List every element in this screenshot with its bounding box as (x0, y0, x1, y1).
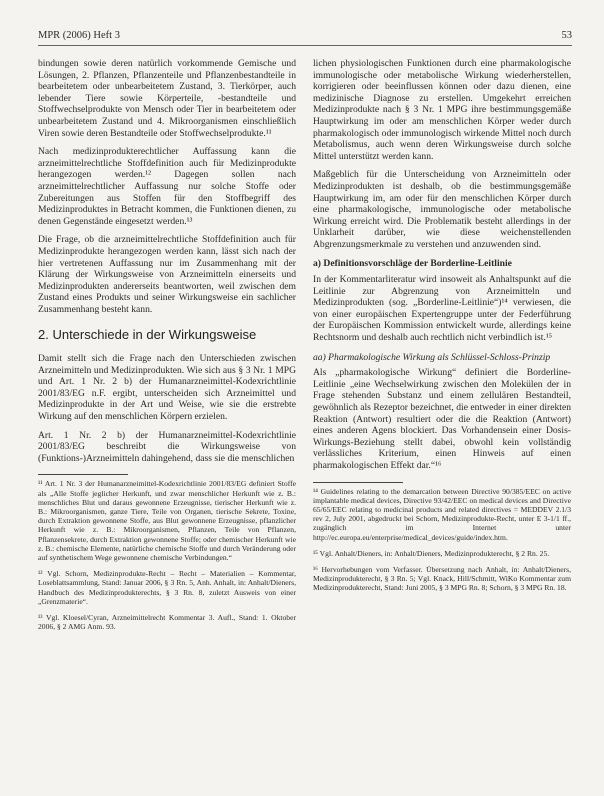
footnote: ¹⁴ Guidelines relating to the demarcation between Directive 90/385/EEC on active implantable medical devices, Directive 93/42/EEC on medical devices and Directive 65/65/EEC relating to medicinal products and related directives = MEDDEV 2.1/3 rev 2, July 2001, abgedruckt bei Schorn, Medizinprodukte-Recht, unter E 3-1/1 ff., zugänglich im Internet unter http://ec.europa.eu/enterprise/medical_devices/guide/index.htm. (313, 486, 571, 542)
footnote: ¹⁶ Hervorhebungen vom Verfasser. Übersetzung nach Anhalt, in: Anhalt/Dieners, Medizinprodukterecht, § 3 Rn. 5; Vgl. Knack, Hill/Schmitt, WiKo Kommentar zum Medizinprodukterecht, Stand: Juni 2005, § 3 MPG Rn. 8; Schorn, § 3 MPG Rn. 18. (313, 565, 571, 593)
paragraph: Maßgeblich für die Unterscheidung von Arzneimitteln oder Medizinprodukten ist deshalb, ob die bestimmungsgemäße Hauptwirkung im, am oder für den menschlichen Körper durch eine pharmakologische, immunologische oder metabolische Wirkung erreicht wird. Die Problematik besteht allerdings in der Unklarheit darüber, wie diese weichenstellenden Abgrenzungsmerkmale zu verstehen und anzuwenden sind. (313, 169, 571, 250)
paragraph: In der Kommentarliteratur wird insoweit als Anhaltspunkt auf die Leitlinie zur Abgrenzung von Arzneimitteln und Medizinprodukten (sog. „Borderline-Leitlinie“)¹⁴ verwiesen, die von einer europäischen Expertengruppe unter der Federführung der Europäischen Kommission entwickelt wurde, allerdings keine Rechtsnorm und deshalb auch rechtlich nicht verbindlich ist.¹⁵ (313, 274, 571, 344)
footnote: ¹² Vgl. Schorn, Medizinprodukte-Recht – Recht – Materialien – Kommentar, Loseblattsammlung, Stand: Januar 2006, § 3 Rn. 5, Anh. Anhalt, in: Anhalt/Dieners, Handbuch des Medizinprodukterechts, § 3 Rn. 8, zuletzt Ausweis von einer „Grenzmaterie“. (38, 569, 296, 606)
page-number: 53 (561, 30, 572, 41)
right-column (313, 58, 571, 600)
subsection-heading: a) Definitionsvorschläge der Borderline-Leitlinie (313, 257, 512, 269)
journal-title: MPR (2006) Heft 3 (38, 30, 120, 41)
paragraph: Die Frage, ob die arzneimittelrechtliche Stoffdefinition auch für Medizinprodukte herangezogen werden kann, lässt sich nach der hier vertretenen Auffassung nur im Zusammenhang mit der Klärung der Wirkungsweise von Arzneimitteln einerseits und Medizinprodukten andererseits beantworten, weil zwischen dem Zustand eines Produkts und seiner Wirkungsweise ein sachlicher Zusammenhang besteht kann. (38, 234, 296, 315)
footnote-rule (38, 474, 128, 475)
paragraph: Nach medizinprodukterechtlicher Auffassung kann die arzneimittelrechtliche Stoffdefinition auch für Medizinprodukte herangezogen werden.¹² Dagegen sollen nach arzneimittelrechtlicher Auffassung nur solche Stoffe oder Zubereitungen aus Stoffen für den Stoffbegriff des Medizinproduktes in Betracht kommen, die Funktionen dienen, zu denen Gegenstände eingesetzt werden.¹³ (38, 146, 296, 227)
footnote-rule (313, 482, 403, 483)
paragraph: lichen physiologischen Funktionen durch eine pharmakologische immunologische oder metabolische Wirkung wiederherstellen, korrigieren oder beeinflussen können oder dazu dienen, eine medizinische Diagnose zu erstellen. Umgekehrt erreichen Medizinprodukte nach § 3 Nr. 1 MPG ihre bestimmungsgemäße Hauptwirkung im oder am menschlichen Körper weder durch pharmakologisch oder immunologisch wirkende Mittel noch durch Metabolismus, auch wenn deren Wirkungsweise durch solche Mittel unterstützt werden kann. (313, 58, 571, 162)
section-heading: 2. Unterschiede in der Wirkungsweise (38, 327, 257, 343)
footnote: ¹¹ Art. 1 Nr. 3 der Humanarzneimittel-Kodexrichtlinie 2001/83/EG definiert Stoffe als „Alle Stoffe jeglicher Herkunft, und zwar menschlicher Herkunft wie z. B.: menschliches Blut und daraus gewonnene Erzeugnisse, tierischer Herkunft wie z. B.: Mikroorganismen, ganze Tiere, Teile von Organen, tierische Sekrete, Toxine, durch Extraktion gewonnene Stoffe, aus Blut gewonnene Erzeugnisse, pflanzlicher Herkunft wie z. B.: Mikroorganismen, Pflanzen, Teile von Pflanzen, Pflanzensekrete, durch Extraktion gewonnene Stoffe; oder chemischer Herkunft wie z. B.: chemische Elemente, natürliche chemische Stoffe und durch Veränderung oder auf synthetischem Wege gewonnene chemische Verbindungen.“ (38, 479, 296, 563)
subsubsection-heading: aa) Pharmakologische Wirkung als Schlüssel-Schloss-Prinzip (313, 351, 551, 363)
left-column (38, 58, 296, 638)
paragraph: Als „pharmakologische Wirkung“ definiert die Borderline-Leitlinie „eine Wechselwirkung zwischen den Molekülen der in Frage stehenden Substanz und einem zellulären Bestandteil, gewöhnlich als Rezeptor bezeichnet, die entweder in einer direkten Reaktion (Antwort) resultiert oder die die Reaktion (Antwort) eines anderen Agens blockiert. Das Vorhandensein einer Dosis-Wirkungs-Beziehung stellt dabei, obwohl kein vollständig verlässliches Kriterium, einen Hinweis auf einen pharmakologischen Effekt dar.“¹⁶ (313, 367, 571, 471)
paragraph: bindungen sowie deren natürlich vorkommende Gemische und Lösungen, 2. Pflanzen, Pflanzenteile und Pflanzenbestandteile in bearbeitetem oder unbearbeitetem Zustand, 3. Tierkörper, auch lebender Tiere sowie Körperteile, -bestandteile und Stoffwechselprodukte von Mensch oder Tier in bearbeitetem oder unbearbeitetem Zustand und 4. Mikroorganismen einschließlich Viren sowie deren Bestandteile oder Stoffwechselprodukte.¹¹ (38, 58, 296, 139)
paragraph: Damit stellt sich die Frage nach den Unterschieden zwischen Arzneimitteln und Medizinprodukten. Wie sich aus § 3 Nr. 1 MPG und Art. 1 Nr. 2 b) der Humanarzneimittel-Kodexrichtlinie 2001/83/EG n.F. ergibt, unterscheiden sich Arzneimittel und Medizinprodukte in der Art und Weise, wie sie die erstrebte Wirkung auf den menschlichen Körpern erzielen. (38, 353, 296, 423)
running-header (38, 30, 572, 44)
footnote: ¹³ Vgl. Kloesel/Cyran, Arzneimittelrecht Kommentar 3. Aufl., Stand: 1. Oktober 2006, § 2 AMG Anm. 93. (38, 613, 296, 632)
footnote: ¹⁵ Vgl. Anhalt/Dieners, in: Anhalt/Dieners, Medizinprodukterecht, § 2 Rn. 25. (313, 548, 550, 558)
paragraph: Art. 1 Nr. 2 b) der Humanarzneimittel-Kodexrichtlinie 2001/83/EG beschreibt die Wirkungsweise von (Funktions-)Arzneimitteln dahingehend, dass sie die menschlichen (38, 429, 296, 464)
header-rule (38, 45, 572, 46)
